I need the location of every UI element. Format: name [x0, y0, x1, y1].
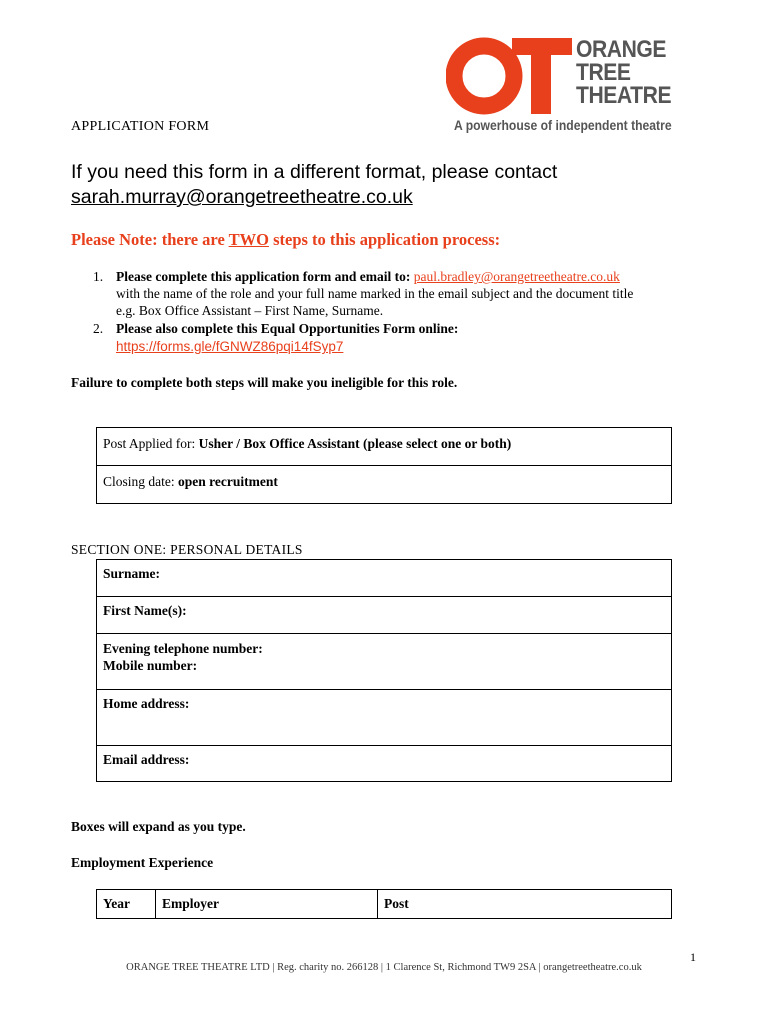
boxes-expand-note: Boxes will expand as you type.	[71, 819, 246, 834]
mobile-label: Mobile number:	[103, 658, 198, 673]
two-steps-note: Please Note: there are TWO steps to this application process:	[71, 230, 501, 249]
post-applied-cell[interactable]: Post Applied for: Usher / Box Office Assistant (please select one or both)	[97, 428, 672, 466]
first-name-field[interactable]: First Name(s):	[97, 597, 672, 634]
evening-phone-label: Evening telephone number:	[103, 641, 263, 656]
employment-table	[96, 889, 672, 919]
step-1-example: e.g. Box Office Assistant – First Name, Surname.	[116, 303, 384, 318]
table-row	[97, 690, 672, 746]
alternate-format-notice	[71, 160, 557, 210]
application-email-link[interactable]: paul.bradley@orangetreetheatre.co.uk	[413, 269, 620, 284]
home-address-field[interactable]: Home address:	[97, 690, 672, 746]
logo-wordmark: ORANGE TREE THEATRE	[576, 36, 672, 109]
contact-email-link[interactable]: sarah.murray@orangetreetheatre.co.uk	[71, 186, 413, 208]
closing-date-value: open recruitment	[178, 474, 278, 489]
table-row	[97, 597, 672, 634]
ot-logo-mark	[446, 36, 574, 116]
equal-opportunities-form-link[interactable]: https://forms.gle/fGNWZ86pqi14fSyp7	[116, 339, 344, 354]
email-address-field[interactable]: Email address:	[97, 746, 672, 782]
phone-fields[interactable]	[97, 634, 672, 690]
step-item: 1. Please complete this application form and email to: paul.bradley@orangetreetheatre.co.uk with the name of the role and your full name marked in the email subject and the document title e.g. Box Office Assistant – First Name, Surname.	[93, 269, 634, 318]
step-1-detail: with the name of the role and your full name marked in the email subject and the document title	[116, 286, 634, 301]
step-1-instruction: Please complete this application form and email to:	[116, 269, 411, 284]
logo-tagline: A powerhouse of independent theatre	[454, 118, 672, 133]
post-details-table	[96, 427, 672, 504]
section-one-heading: SECTION ONE: PERSONAL DETAILS	[71, 542, 303, 557]
table-row	[97, 560, 672, 597]
personal-details-table	[96, 559, 672, 782]
table-row	[97, 466, 672, 504]
table-row	[97, 634, 672, 690]
page-title: APPLICATION FORM	[71, 119, 210, 134]
application-steps-list	[93, 268, 713, 355]
page-number: 1	[690, 950, 696, 964]
contact-text: If you need this form in a different format, please contact	[71, 161, 558, 183]
two-emphasis: TWO	[228, 230, 269, 249]
closing-date-cell: Closing date: open recruitment	[97, 466, 672, 504]
surname-field[interactable]: Surname:	[97, 560, 672, 597]
table-header-row	[97, 890, 672, 919]
footer: ORANGE TREE THEATRE LTD | Reg. charity no. 266128 | 1 Clarence St, Richmond TW9 2SA | orangetreetheatre.co.uk	[126, 962, 642, 973]
employment-experience-heading: Employment Experience	[71, 855, 214, 870]
column-header-employer: Employer	[156, 890, 378, 919]
orange-tree-theatre-logo	[446, 36, 686, 136]
column-header-post: Post	[378, 890, 672, 919]
table-row	[97, 428, 672, 466]
step-item: 2. Please also complete this Equal Opportunities Form online: https://forms.gle/fGNWZ86pqi14fSyp7	[93, 321, 459, 354]
ineligibility-warning: Failure to complete both steps will make you ineligible for this role.	[71, 375, 458, 390]
column-header-year: Year	[97, 890, 156, 919]
step-2-instruction: Please also complete this Equal Opportunities Form online:	[116, 321, 459, 336]
post-applied-value: Usher / Box Office Assistant (please select one or both)	[198, 436, 512, 451]
table-row	[97, 746, 672, 782]
